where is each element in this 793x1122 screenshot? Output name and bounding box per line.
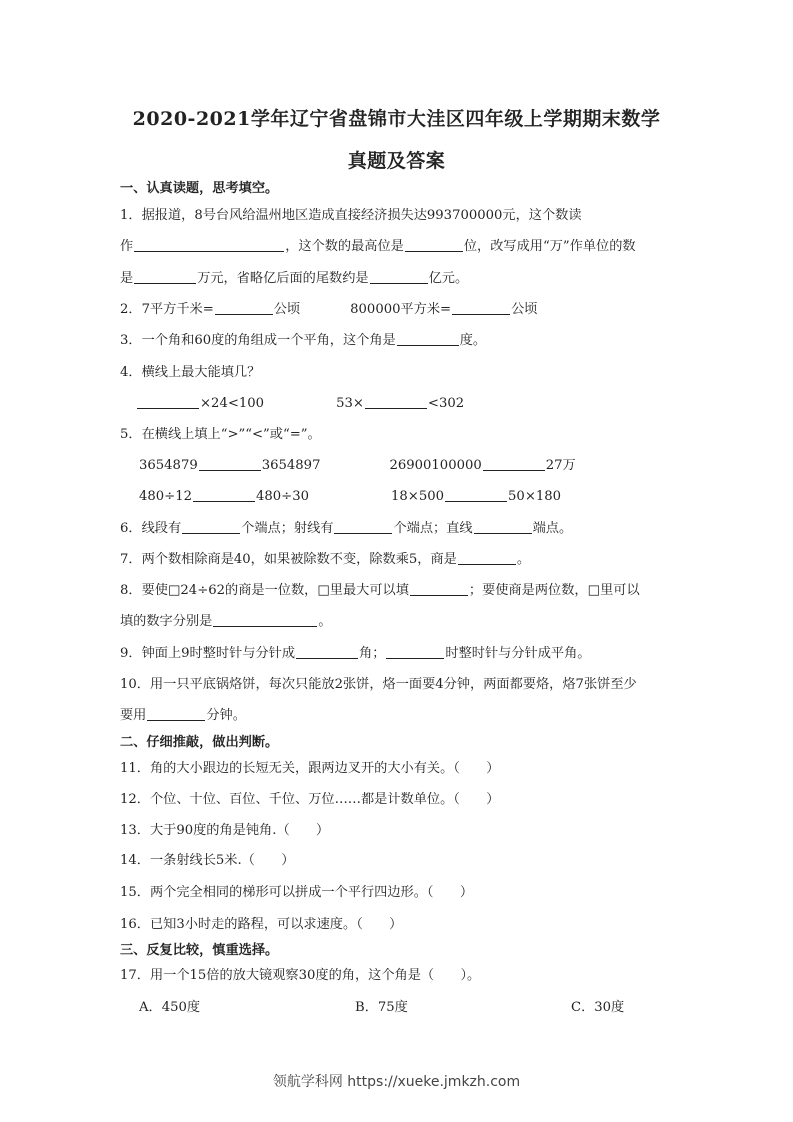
question-5-row-1: 3654879 3654897 26900100000 27万 — [139, 458, 576, 473]
question-17: 17．用一个15倍的放大镜观察30度的角，这个角是（ ）。 — [120, 968, 481, 983]
section-1-heading: 一、认真读题，思考填空。 — [120, 181, 279, 196]
question-10-line-b: 要用 分钟。 — [120, 708, 246, 723]
question-11: 11．角的大小跟边的长短无关，跟两边叉开的大小有关。（ ） — [120, 761, 500, 776]
question-12: 12．个位、十位、百位、千位、万位……都是计数单位。（ ） — [120, 792, 500, 807]
answer-blank[interactable] — [365, 395, 427, 409]
answer-blank[interactable] — [134, 238, 284, 252]
question-17-option-c[interactable]: C．30度 — [571, 1000, 625, 1015]
question-4-items: ×24<100 53× <302 — [136, 395, 464, 413]
question-13: 13．大于90度的角是钝角.（ ） — [120, 823, 330, 838]
question-14: 14．一条射线长5米.（ ） — [120, 853, 295, 868]
answer-blank[interactable] — [334, 520, 392, 534]
footer-watermark: 领航学科网 https://xueke.jmkzh.com — [272, 1074, 521, 1090]
question-17-option-b[interactable]: B．75度 — [355, 1000, 408, 1015]
answer-blank[interactable] — [483, 457, 545, 471]
answer-blank[interactable] — [182, 520, 240, 534]
question-16: 16．已知3小时走的路程，可以求速度。（ ） — [120, 917, 403, 932]
answer-blank[interactable] — [397, 332, 459, 346]
answer-blank[interactable] — [134, 270, 196, 284]
question-1-line-c: 是 万元，省略亿后面的尾数约是 亿元。 — [120, 271, 469, 286]
title-line-2: 真题及答案 — [347, 150, 446, 172]
question-6: 6．线段有 个端点；射线有 个端点；直线 端点。 — [120, 521, 573, 536]
question-9: 9．钟面上9时整时针与分针成 角； 时整时针与分针成平角。 — [120, 646, 591, 661]
answer-blank[interactable] — [137, 395, 199, 409]
answer-blank[interactable] — [193, 488, 255, 502]
question-5-row-2: 480÷12 480÷30 18×500 50×180 — [139, 489, 562, 504]
question-8-line-b: 填的数字分别是 。 — [120, 614, 332, 629]
question-5: 5．在横线上填上“>”“<”或“=”。 — [120, 427, 321, 442]
answer-blank[interactable] — [213, 613, 317, 627]
title-line-1: 2020-2021学年辽宁省盘锦市大洼区四年级上学期期末数学 — [132, 108, 661, 130]
answer-blank[interactable] — [410, 582, 468, 596]
question-4: 4．横线上最大能填几？ — [120, 365, 261, 380]
answer-blank[interactable] — [386, 645, 444, 659]
answer-blank[interactable] — [458, 551, 516, 565]
question-15: 15．两个完全相同的梯形可以拼成一个平行四边形。（ ） — [120, 885, 474, 900]
question-7: 7．两个数相除商是40，如果被除数不变，除数乘5，商是 。 — [120, 552, 531, 567]
answer-blank[interactable] — [474, 520, 532, 534]
answer-blank[interactable] — [405, 238, 463, 252]
answer-blank[interactable] — [199, 457, 261, 471]
question-10-line-a: 10．用一只平底锅烙饼，每次只能放2张饼，烙一面要4分钟，两面都要烙，烙7张饼至少 — [120, 677, 637, 692]
section-3-heading: 三、反复比较，慎重选择。 — [120, 943, 279, 958]
answer-blank[interactable] — [296, 645, 358, 659]
section-2-heading: 二、仔细推敲，做出判断。 — [120, 735, 279, 750]
answer-blank[interactable] — [370, 270, 428, 284]
answer-blank[interactable] — [215, 301, 273, 315]
answer-blank[interactable] — [147, 707, 205, 721]
question-1-line-a: 1．据报道，8号台风给温州地区造成直接经济损失达993700000元，这个数读 — [120, 208, 582, 223]
answer-blank[interactable] — [445, 488, 507, 502]
question-1-line-b: 作 ，这个数的最高位是 位，改写成用“万”作单位的数 — [120, 239, 636, 254]
question-17-option-a[interactable]: A．450度 — [139, 1000, 201, 1015]
question-2: 2．7平方千米= 公顷 800000平方米= 公顷 — [120, 302, 538, 317]
answer-blank[interactable] — [452, 301, 510, 315]
question-8-line-a: 8．要使□24÷62的商是一位数，□里最大可以填 ；要使商是两位数，□里可以 — [120, 583, 640, 598]
question-3: 3．一个角和60度的角组成一个平角，这个角是 度。 — [120, 333, 487, 348]
